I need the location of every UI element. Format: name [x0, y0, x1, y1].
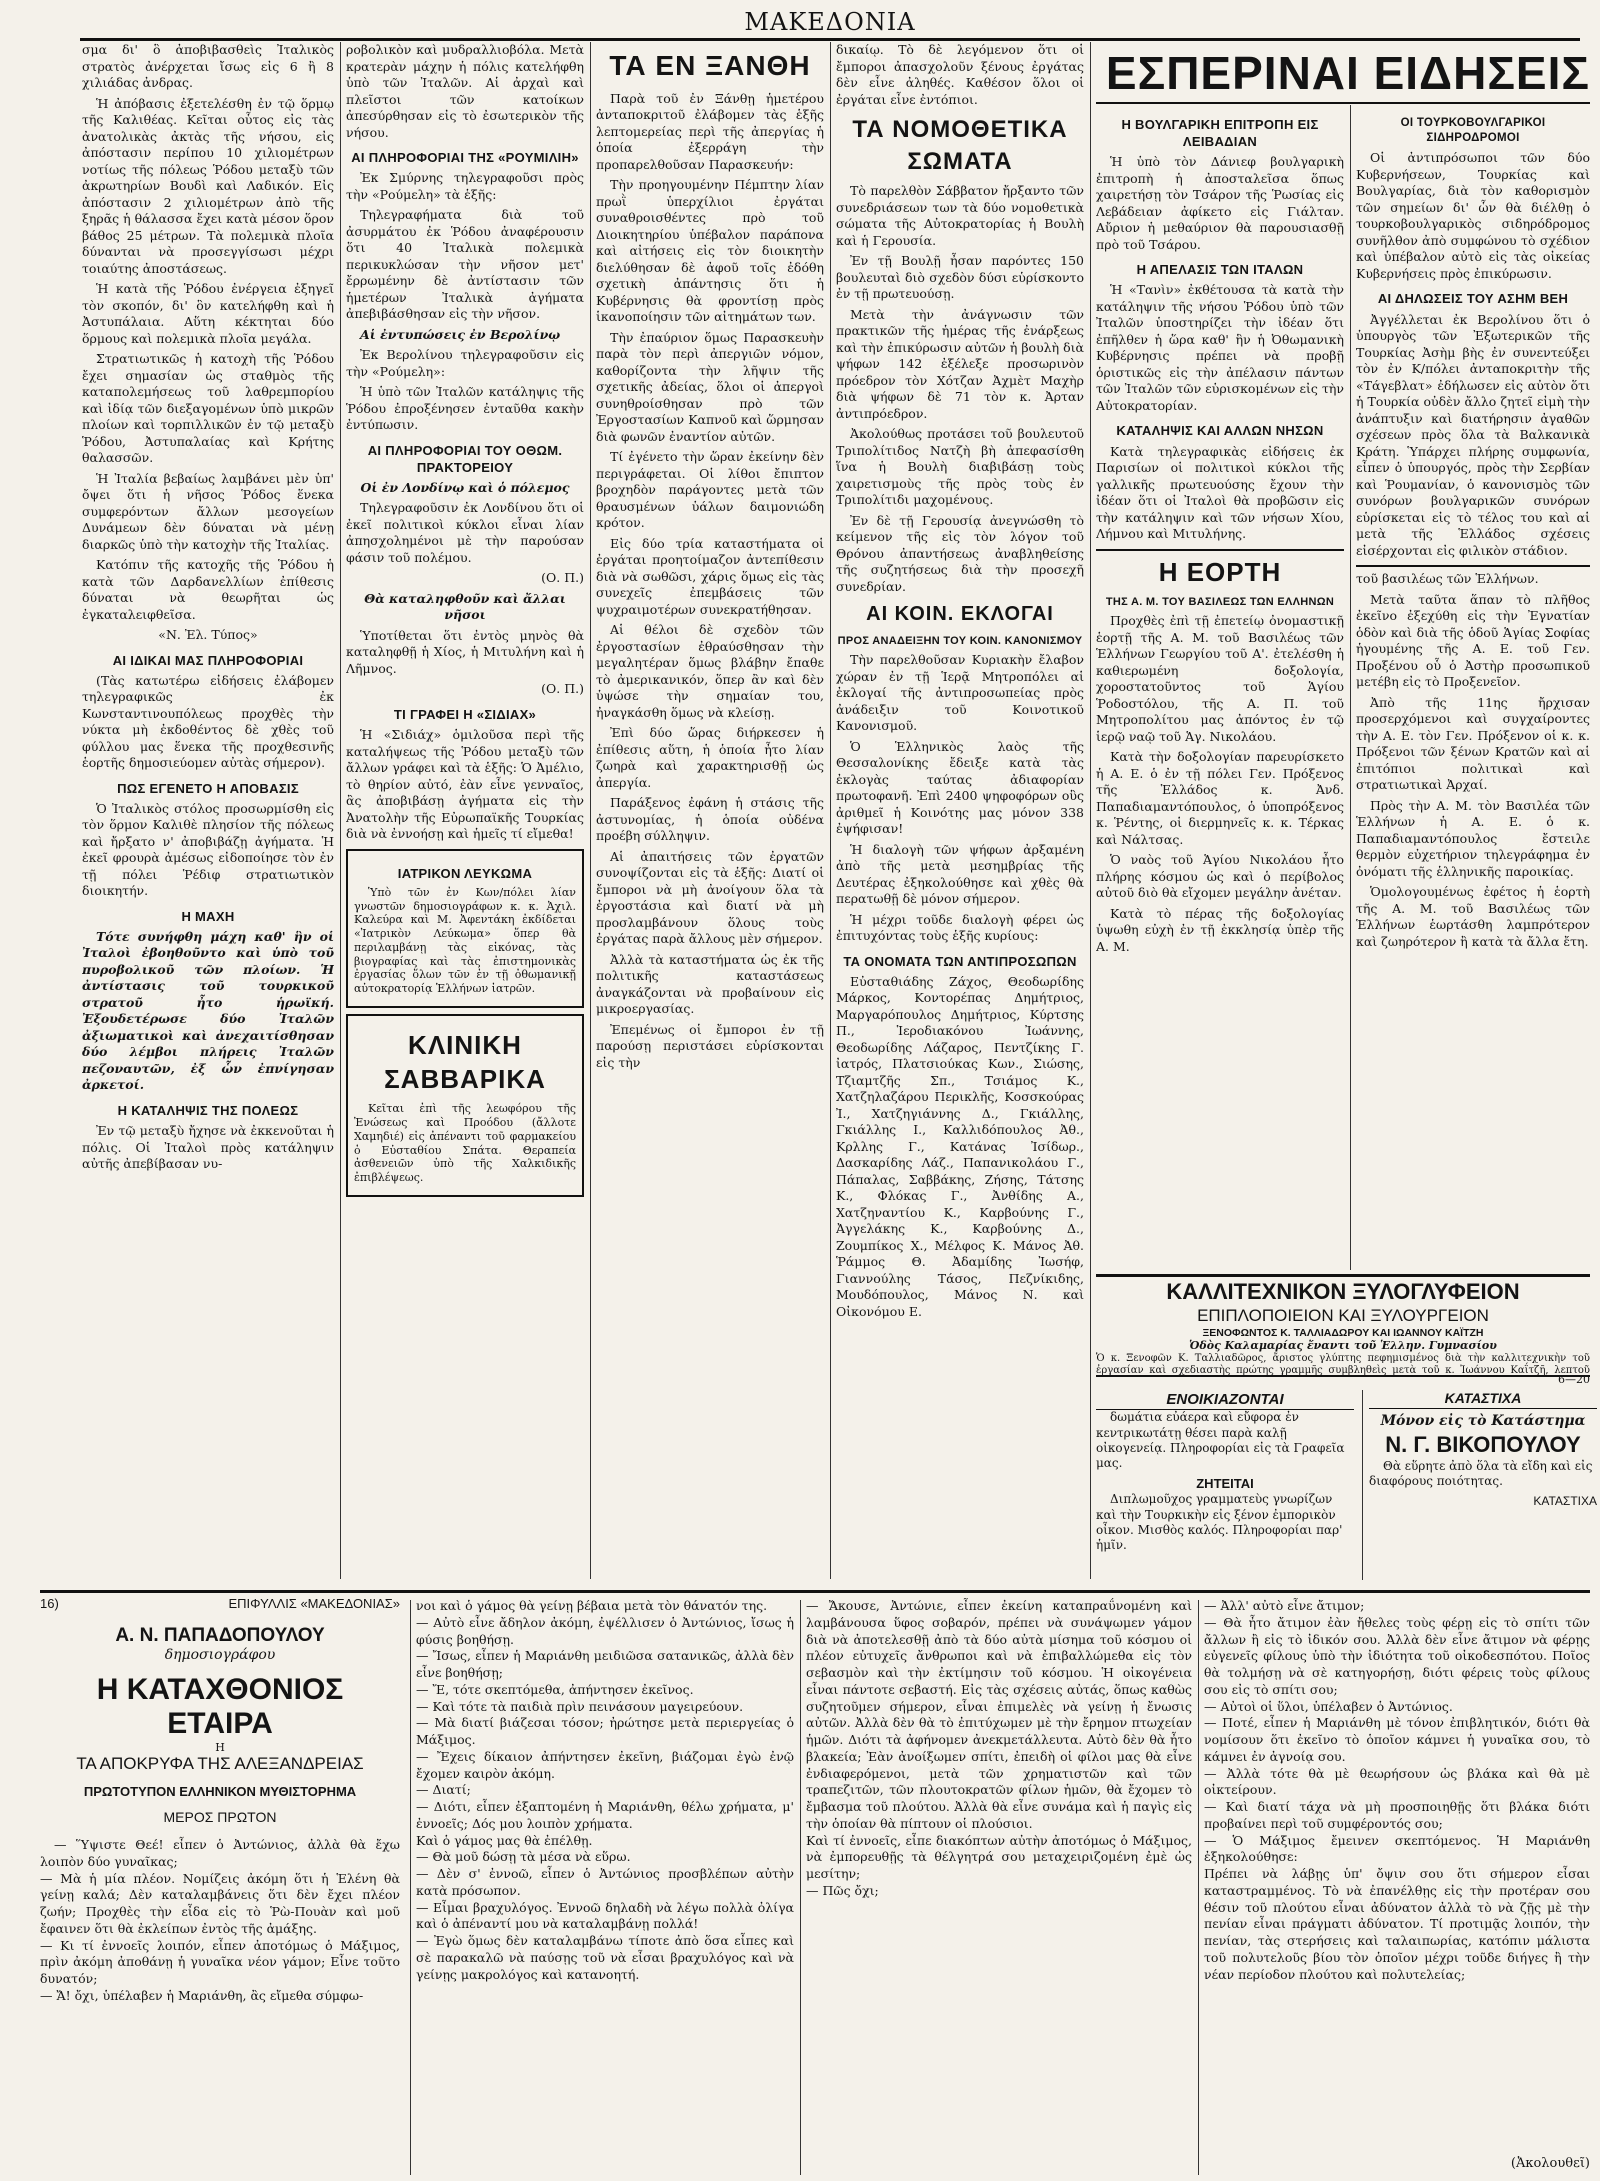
paragraph: Οἱ ἀντιπρόσωποι τῶν δύο Κυβερνήσεων, Τουρκίας καὶ Βουλγαρίας, διὰ τὸν καθορισμὸν τῶν σημείων δι' ὧν θὰ διέλθῃ ὁ τουρκοβουλγαρικὸς σιδηρόδρομος συνῆλθον ἀπὸ συμφώνου τὸ σχέδιον καὶ ὑπέβαλον αὐτὸ εἰς τὰς οἰκείας Κυβερνήσεις πρὸς ἐπικύρωσιν.: [1356, 150, 1590, 281]
paragraph: Τηλεγραφήματα διὰ τοῦ ἀσυρμάτου ἐκ Ῥόδου ἀναφέρουσιν ὅτι 40 Ἰταλικὰ πολεμικὰ περικυκλώσαν τὴν νῆσον μετ' ἔρρωμένην δὲ ἀντίστασιν τῶν ἡμετέρων Ἰταλικὰ ἀγήματα ἀπεβιβάσθησαν εἰς τὴν νῆσον.: [346, 207, 584, 322]
paragraph: Ἡ διαλογὴ τῶν ψήφων ἀρξαμένη ἀπὸ τῆς μετὰ μεσημβρίας τῆς Δευτέρας ἐξηκολούθησε καὶ χθὲς θὰ περατωθῇ δὲ μόνον σήμερον.: [836, 841, 1084, 907]
ad-text: δωμάτια εὐάερα καὶ εὔφορα ἐν κεντρικωτάτῃ θέσει παρὰ καλῇ οἰκογενείᾳ. Πληροφορίαι εἰς τὰ Γραφεῖα μας.: [1096, 1410, 1345, 1471]
section-heading: ΑΙ ΔΗΛΩΣΕΙΣ ΤΟΥ ΑΣΗΜ ΒΕΗ: [1377, 291, 1569, 307]
section-heading: ΚΑΤΑΛΗΨΙΣ ΚΑΙ ΑΛΛΩΝ ΝΗΣΩΝ: [1116, 423, 1324, 439]
notice-box: [346, 849, 584, 1008]
paragraph: Ὁμολογουμένως ἐφέτος ἡ ἑορτὴ τῆς Α. Μ. τοῦ Βασιλέως τῶν Ἑλλήνων ἑωρτάσθη λαμπρότερον καὶ ζωηρότερον ἢ κατὰ τὰ ἄλλα ἔτη.: [1356, 884, 1590, 949]
section-heading: Η ΑΠΕΛΑΣΙΣ ΤΩΝ ΙΤΑΛΩΝ: [1136, 262, 1304, 278]
paragraph: Ὁ ναὸς τοῦ Ἁγίου Νικολάου ἦτο πλήρης κόσμου ὡς καὶ ὁ περίβολος αὐτοῦ διὸ θὰ εἴχομεν μεγάλην ἀνέταν.: [1096, 852, 1344, 901]
section-heading: ΑΙ ΙΔΙΚΑΙ ΜΑΣ ΠΛΗΡΟΦΟΡΙΑΙ: [112, 652, 304, 668]
ad-title: ΖΗΤΕΙΤΑΙ: [1196, 1475, 1254, 1491]
feuilleton-header: [40, 1596, 400, 1611]
paragraph: δικαίῳ. Τὸ δὲ λεγόμενον ὅτι οἱ ἔμποροι ἀπασχολοῦν ξένους ἐργάτας δὲν εἶνε ἀληθές. Καθέσον ὅλοι οἱ ἐργάται εἶνε ἐντόπιοι.: [836, 42, 1084, 107]
ad-subtitle: ΕΠΙΠΛΟΠΟΙΕΙΟΝ ΚΑΙ ΞΥΛΟΥΡΓΕΙΟΝ: [1197, 1305, 1489, 1325]
paragraph: Ἡ ὑπὸ τῶν Ἰταλῶν κατάληψις τῆς Ῥόδου ἐπροξένησεν ἐνταῦθα κακὴν ἐντύπωσιν.: [346, 384, 584, 433]
section-heading: ΟΙ ΤΟΥΡΚΟΒΟΥΛΓΑΡΙΚΟΙ ΣΙΔΗΡΟΔΡΟΜΟΙ: [1400, 117, 1546, 145]
ad-title: ΚΑΤΑΣΤΙΧΑ: [1369, 1390, 1597, 1409]
paragraph: Κατόπιν τῆς κατοχῆς τῆς Ῥόδου ἡ κατὰ τῶν Δαρδανελλίων ἐπίθεσις δύναται νὰ θεωρῆται ὡς ἐγκαταλειφθεῖσα.: [82, 557, 334, 622]
paragraph: Ἐκ Σμύρνης τηλεγραφοῦσι πρὸς τὴν «Ρούμελη» τὰ ἑξῆς:: [346, 170, 584, 202]
paragraph: Τὴν προηγουμένην Πέμπτην λίαν πρωῒ ὑπερχίλιοι ἐργάται συναθροισθέντες πρὸ τοῦ Διοικητηρίου ὑπέβαλον παράπονα καὶ αἰτήσεις εἰς τὸν διοικητὴν διελύθησαν δὲ ἀφοῦ τοῖς ἐδόθη σχετικὴ ἀπάντησις ὅτι ἡ Κυβέρνησις θὰ φροντίσῃ πρὸς ἱκανοποίησιν τῶν αἰτημάτων των.: [596, 177, 824, 325]
feuilleton-author-role: δημοσιογράφου: [164, 1647, 276, 1663]
paragraph: Κατὰ τηλεγραφικὰς εἰδήσεις ἐκ Παρισίων οἱ πολιτικοὶ κύκλοι τῆς γαλλικῆς πρωτευούσης ἔχουν τὴν ἰδέαν ὅτι οἱ Ἰταλοὶ θὰ προβῶσιν εἰς τὴν κατάληψιν καὶ τῶν νήσων Χίου, Λήμνου καὶ Μιτυλήνης.: [1096, 443, 1344, 542]
clinic-text: Κεῖται ἐπὶ τῆς λεωφόρου τῆς Ἐνώσεως καὶ Προόδου (ἄλλοτε Χαμηδιέ) εἰς ἀπέναντι τοῦ φαρμακείου ὁ Εὐσταθίου Σπάτα. Θεραπεία ἀσθενειῶν ὑπὸ τῆς Χαλκιδικῆς ἐπιβλέψεως.: [354, 1102, 576, 1185]
column-rule: [410, 1600, 411, 2175]
column-rule: [340, 42, 341, 1579]
ad-line: Μόνον εἰς τὸ Κατάστημα: [1380, 1412, 1586, 1429]
paragraph: Κατὰ τὴν δοξολογίαν παρευρίσκετο ἡ Α. Ε. ὁ ἐν τῇ πόλει Γεν. Πρόξενος τῆς Ἑλλάδος κ. Ἀνδ. Παπαδιαμαντόπουλος, ὁ ὑποπρόξενος κ. Ῥέντης, οἱ διερμηνεῖς κ. κ. Τέρκας καὶ Νάλτσας.: [1096, 749, 1344, 847]
source-signature: (Ο. Π.): [541, 681, 584, 697]
section-heading: Η ΚΑΤΑΛΗΨΙΣ ΤΗΣ ΠΟΛΕΩΣ: [117, 1102, 299, 1118]
paragraph: Ὁ Ἑλληνικὸς λαὸς τῆς Θεσσαλονίκης ἔδειξε κατὰ τὰς ἐκλογὰς ταύτας ἀδιαφορίαν πρωτοφανῆ. Ἐπὶ 2400 ψηφοφόρων οὓς ἀριθμεῖ ἡ Κοινότης μας μόνον 338 ἐψήφισαν!: [836, 738, 1084, 837]
article-title: ΤΑ ΕΝ ΞΑΝΘΗ: [609, 50, 811, 81]
source-signature: «Ν. Ἐλ. Τύπος»: [158, 627, 258, 642]
section-heading: ΑΙ ΠΛΗΡΟΦΟΡΙΑΙ ΤΗΣ «ΡΟΥΜΙΛΙΗ»: [351, 150, 579, 165]
evening-news-banner: [1096, 46, 1590, 104]
article-title: Η ΕΟΡΤΗ: [1096, 549, 1344, 589]
feuilleton-label: ΕΠΙΦΥΛΛΙΣ «ΜΑΚΕΔΟΝΙΑΣ»: [228, 1596, 400, 1611]
paragraph: (Τὰς κατωτέρω εἰδήσεις ἐλάβομεν τηλεγραφικῶς ἐκ Κωνσταντινουπόλεως προχθὲς τὴν νύκτα μὴ ἐκδοθέντος δὲ χθὲς τοῦ φύλλου μας ἕνεκα τῆς προχθεσινῆς ἑορτῆς δημοσιεύομεν αὐτὰς σήμερον).: [82, 672, 334, 771]
paragraph: Ἐν τῷ μεταξὺ ἤχησε νὰ ἐκκενοῦται ἡ πόλις. Οἱ Ἰταλοὶ πρὸς κατάληψιν αὐτῆς ἀπεβίβασαν νυ-: [82, 1123, 334, 1172]
paragraph: Τὴν ἐπαύριον ὅμως Παρασκευὴν παρὰ τὸν περὶ ἀπεργιῶν νόμον, καθορίζοντα τὴν λῆψιν τῆς σχετικῆς ἀδείας, ὅλοι οἱ ἀπεργοὶ συνηθροίσθησαν πρὸ τῶν Ἐργοστασίων Καπνοῦ καὶ ὥρμησαν διὰ φωνῶν ἐναντίον αὐτῶν.: [596, 329, 824, 444]
article-title: ΤΑ ΝΟΜΟΘΕΤΙΚΑ ΣΩΜΑΤΑ: [852, 116, 1068, 175]
feuilleton-text: νοι καὶ ὁ γάμος θὰ γείνῃ βέβαια μετὰ τὸν θάνατόν της. — Αὐτὸ εἶνε ἄδηλον ἀκόμη, ἐψέλλισεν ὁ Ἀντώνιος, ἴσως ἡ φύσις βοηθήσῃ. — Ἴσως, εἶπεν ἡ Μαριάνθη μειδιῶσα σατανικῶς, ἀλλὰ δὲν εἶνε βοηθήσῃ; — Ἔ, τότε σκεπτόμεθα, ἀπήντησεν ἐκεῖνος. — Καὶ τότε τὰ παιδιὰ πρὶν πεινάσουν μαγειρεύουν. — Μὰ διατί βιάζεσαι τόσον; ἠρώτησε μετὰ περιεργείας ὁ Μάξιμος. — Ἔχεις δίκαιον ἀπήντησεν ἐκεῖνη, βιάζομαι ἐγὼ ἐνῷ ἔχομεν καιρὸν ἀκόμη. — Διατί; — Διότι, εἶπεν ἐξαπτομένη ἡ Μαριάνθη, θέλω χρήματα, μ' ἐννοεῖς; Δός μου λοιπὸν χρήματα. Καὶ ὁ γάμος μας θὰ ἐπέλθῃ. — Θὰ μοῦ δώσῃ τὰ μέσα νὰ εὕρω. — Δὲν σ' ἐννοῶ, εἶπεν ὁ Ἀντώνιος προσβλέπων αὐτὴν κατὰ πρόσωπον. — Εἶμαι βραχυλόγος. Ἐννοῶ δηλαδὴ νὰ λέγω πολλὰ ὀλίγα καὶ ὁ ἀπέναντί μου νὰ καταλαμβάνῃ πολλά! — Ἐγὼ ὅμως δὲν καταλαμβάνω τίποτε ἀπὸ ὅσα εἶπες καὶ σὲ παρακαλῶ νὰ παύσῃς τοῦ νὰ εἶσαι βραχυλόγος καὶ νὰ γείνῃς μακρολόγος καὶ κατανοητή.: [416, 1598, 794, 1982]
paragraph: Ἡ ὑπὸ τὸν Δάνιεφ βουλγαρικὴ ἐπιτροπὴ ἡ ἀποσταλεῖσα ὅπως χαιρετήσῃ τὸν Τσάρον τῆς Ῥωσίας εἰς Λεβάδειαν ἀφίκετο εἰς Γιάλταν. Αὔριον ἡ μεθαύριον θὰ παρουσιασθῇ πρὸ τοῦ Τσάρου.: [1096, 154, 1344, 252]
subheading: Αἱ ἐντυπώσεις ἐν Βερολίνῳ: [360, 326, 561, 342]
column-rule: [590, 42, 591, 1579]
paragraph: Ἡ Ἰταλία βεβαίως λαμβάνει μὲν ὑπ' ὄψει ὅτι ἡ νῆσος Ῥόδος ἕνεκα συμφερόντων ἄλλων μεσογείων Δυνάμεων δὲν δύναται νὰ μένῃ διαρκῶς ὑπὸ τὴν κατοχὴν τῆς Ἰταλίας.: [82, 470, 334, 552]
paragraph: Τὴν παρελθοῦσαν Κυριακὴν ἔλαβον χώραν ἐν τῇ Ἱερᾷ Μητροπόλει αἱ ἐκλογαί τῆς ἀντιπροσωπείας πρὸς ἀνάδειξιν τοῦ Κοινοτικοῦ Κανονισμοῦ.: [836, 652, 1084, 734]
feuilleton-title: Η ΚΑΤΑΧΘΟΝΙΟΣ ΕΤΑΙΡΑ: [96, 1673, 344, 1740]
paragraph: σμα δι' ὃ ἀποβιβασθεὶς Ἰταλικὸς στρατὸς ἀνέρχεται ἴσως εἰς 6 ἢ 8 χιλιάδας ἀνδρας.: [82, 42, 334, 90]
paragraph: Παράξενος ἐφάνη ἡ στάσις τῆς ἀστυνομίας, ἡ ὁποία οὐδένα προέβη σύλληψιν.: [596, 795, 824, 844]
feuilleton-text: — Ἀλλ' αὐτὸ εἶνε ἄτιμον; — Θὰ ἦτο ἄτιμον ἐὰν ἤθελες τοὺς φέρῃ εἰς τὸ σπίτι τῶν ἄλλων ἢ εἰς τὸ ἰδικόν σου. Ἀλλὰ δὲν εἶνε ἄτιμον νὰ φέρῃς εὐγενεῖς φίλους ὑπὸ τὴν ἰδιότητα τοῦ οἰκοδεσπότου. Ποῖος θὰ τολμήσῃ νὰ σὲ κατηγορήσῃ, διότι φέρεις τοὺς φίλους σου εἰς τὸ σπίτι σου; — Αὐτοὶ οἱ ὕλοι, ὑπέλαβεν ὁ Ἀντώνιος. — Ποτέ, εἶπεν ἡ Μαριάνθη μὲ τόνον ἐπιβλητικόν, διότι θὰ νομίσουν ὅτι ἐκεῖνο τὸ ὁποῖον κάμνει ἡ γυναῖκα σου, τὸ κάμνει ἐν ἀγνοίᾳ σου. — Ἀλλὰ τότε θὰ μὲ θεωρήσουν ὡς βλάκα καὶ θὰ μὲ οἰκτείρουν. — Καὶ διατί τάχα νὰ μὴ προσποιηθῇς ὅτι βλάκα διότι προβαίνει περὶ τοῦ συμφέροντός σου; — Ὁ Μάξιμος ἔμεινεν σκεπτόμενος. Ἡ Μαριάνθη ἐξηκολούθησε: Πρέπει νὰ λάβῃς ὑπ' ὄψιν σου ὅτι σήμερον εἶσαι καταστραμμένος. Τὸ νὰ ἐπανέλθῃς εἰς τὴν προτέραν σου θέσιν τοῦ πλούτου εἶναι ἀδύνατον ἀλλὰ τὸ νὰ ζῇς μὲ τὴν πενίαν εἶναι πράγματι ἀδύνατον. Τί προτιμᾷς λοιπόν, τὴν πενίαν, τὰς στερήσεις καὶ ταλαιπωρίας, κατόπιν μάλιστα τοῦ πολυτελοῦς βίου τὸν ὁποῖον μέχρι τοῦδε διήγες ἢ τὴν νέαν περίοδον πλούτου καὶ πολυτελείας;: [1204, 1598, 1590, 1982]
paragraph: Ἡ κατὰ τῆς Ῥόδου ἐνέργεια ἐξηγεῖ τὸν σκοπόν, δι' ὃν κατελήφθη καὶ ἡ Ἀστυπάλαια. Αὕτη κέκτηται δύο ὅρμους καὶ πολεμικὰ πλοῖα μεγάλα.: [82, 281, 334, 346]
ad-text: Θὰ εὕρητε ἀπὸ ὅλα τὰ εἴδη καὶ εἰς διαφόρους ποιότητας.: [1369, 1458, 1593, 1489]
source-signature: (Ο. Π.): [541, 570, 584, 586]
ad-text: Ὁ κ. Ξενοφῶν Κ. Ταλλιαδῶρος, ἄριστος γλύπτης πεφημισμένος διὰ τὴν καλλιτεχνικὴν τοῦ ἐργασίαν καὶ σχεδιαστὴς πρώτης γραμμῆς συμβληθεὶς μετὰ τοῦ κ. Ἰωάννου Καΐτζῆ, λεπτοῦ: [1096, 1352, 1590, 1376]
paragraph: Ἀπὸ τῆς 11ης ἤρχισαν προσερχόμενοι καὶ συγχαίροντες τὴν Α. Ε. τὸν Γεν. Πρόξενον οἱ κ. κ. Πρόξενοι τῶν ξένων Κρατῶν καὶ αἱ ἐπιτόπιοι πολιτικαὶ καὶ στρατιωτικαὶ Ἀρχαί.: [1356, 694, 1590, 792]
paragraph: Ἡ «Τανὶν» ἐκθέτουσα τὰ κατὰ τὴν κατάληψιν τῆς νήσου Ῥόδου ὑπὸ τῶν Ἰταλῶν ὑποστηρίζει τὴν ἰδέαν ὅτι ἐπῆλθεν ἡ ὥρα καθ' ἣν ἡ Ὀθωμανικὴ Κυβέρνησις πρέπει νὰ προβῇ ὁριστικῶς εἰς τὴν ἀπέλασιν πάντων τῶν Ἰταλῶν τῶν εὑρισκομένων εἰς τὴν Αὐτοκρατορίαν.: [1096, 282, 1344, 413]
paragraph: Τί ἐγένετο τὴν ὥραν ἐκείνην δὲν περιγράφεται. Οἱ λίθοι ἔπιπτον βροχηδὸν παράγοντες μετὰ τῶν θραυσμένων ὑάλων δαιμονιώδη κρότον.: [596, 449, 824, 531]
column-rule: [1090, 42, 1091, 1579]
column-2: [346, 42, 584, 1579]
section-heading: ΤΙ ΓΡΑΦΕΙ Η «ΣΙΔΙΑΧ»: [393, 706, 537, 722]
evening-news-right: [1356, 108, 1590, 1268]
feuilleton-text: — Ὕψιστε Θεέ! εἶπεν ὁ Ἀντώνιος, ἀλλὰ θὰ ἔχω λοιπὸν δύο γυναῖκας; — Μὰ ἡ μία πλέον. Νομίζεις ἀκόμη ὅτι ἡ Ἑλένη θὰ γείνῃ καλά; Δὲν καταλαμβάνεις ὅτι δὲν ἔχει πλέον ζωήν; Προχθὲς τὴν εἶδα εἰς τὸ Ῥὼ-Πουὰν καὶ μοῦ ἔφαινεν ὅτι θὰ ἐκλείπων ἐντὸς τῆς ἀμάξης. — Κι τί ἐννοεῖς λοιπόν, εἶπεν ἀποτόμως ὁ Μάξιμος, πρὶν ἀκόμη ἀποθάνῃ ἡ γυναῖκα νέον γάμον; Εἶνε τοῦτο δυνατόν; — Ἄ! ὄχι, ὑπέλαβεν ἡ Μαριάνθη, ἂς εἴμεθα σύμφω-: [40, 1837, 400, 2003]
woodwork-ad: [1096, 1274, 1590, 1377]
article-subtitle: ΠΡΟΣ ΑΝΑΔΕΙΞΗΝ ΤΟΥ ΚΟΙΝ. ΚΑΝΟΝΙΣΜΟΥ: [837, 634, 1083, 647]
column-rule: [800, 1600, 801, 2175]
column-rule: [1198, 1600, 1199, 2175]
paragraph: Εἰς δύο τρία καταστήματα οἱ ἐργάται προητοίμαζον ἀντεπίθεσιν διὰ νὰ σωθῶσι, χάρις ὅμως εἰς τὰς συνεχεῖς ἐπεμβάσεις τῶν ψυχραιμοτέρων συνεκρατήθησαν.: [596, 535, 824, 617]
paragraph: Αἱ θέλοι δὲ σχεδὸν τῶν ἐργοστασίων ἐθραύσθησαν τὴν μεγαλητέραν ὅμως βλάβην ἔπαθε τὸ ἀμερικανικόν, ὅπερ ἂν καὶ δὲν ὑψώσε τὴν σημαίαν του, ἠναγκάσθη ὅμως νὰ κλείσῃ.: [596, 622, 824, 720]
evening-news-title: ΕΣΠΕΡΙΝΑΙ ΕΙΔΗΣΕΙΣ: [1105, 47, 1590, 99]
column-1: [82, 42, 334, 1579]
paragraph: Ἀγγέλλεται ἐκ Βερολίνου ὅτι ὁ ὑπουργὸς τῶν Ἐξωτερικῶν τῆς Τουρκίας Ἀσὴμ βὴς ἐν συνεντεύξει τὸν ἐν Κ/πόλει ἀνταποκριτὴν τῆς «Τάγεβλατ» ἐδήλωσεν εἰς αὐτὸν ὅτι ἡ Τουρκία οὐδὲν ἄλλο ζητεῖ εἰμὴ τὴν ἀνάπτυξιν καὶ διατήρησιν ἀγαθῶν σχέσεων πρὸς ὅλα τὰ Βαλκανικὰ Κράτη. Ὑπάρχει πλήρης συμφωνία, εἶπεν ὁ ὑπουργός, πρὸς τὴν Σερβίαν καὶ Ῥουμανίαν, ὁ κανονισμὸς τῶν συνόρων βουλγαρικῶν συνόρων εὑρίσκεται εἰς τὸ τέλος του καὶ αἱ μετὰ τῆς Ἑλλάδος σχέσεις εἰσέρχονται εἰς φιλικὸν στάδιον.: [1356, 311, 1590, 558]
ad-footer: ΚΑΤΑΣΤΙΧΑ: [1533, 1493, 1597, 1508]
paragraph: Τότε συνήφθη μάχη καθ' ἣν οἱ Ἰταλοὶ ἐβοηθοῦντο καὶ ὑπὸ τοῦ πυροβολικοῦ τῶν πλοίων. Ἡ ἀντίστασις τοῦ τουρκικοῦ στρατοῦ ἦτο ἡρωϊκή. Ἐξουδετέρωσε δύο Ἰταλῶν ἀξιωματικοὶ καὶ ἀνεχαιτίσθησαν δύο λέμβοι πλήρεις Ἰταλῶν πεζοναυτῶν, ἐξ ὧν ἐπνίγησαν ἀρκετοί.: [82, 928, 334, 1093]
subheading: Οἱ ἐν Λονδίνῳ καὶ ὁ πόλεμος: [360, 479, 570, 495]
paragraph: Μετὰ τὴν ἀνάγνωσιν τῶν πρακτικῶν τῆς ἡμέρας τῆς ἐνάρξεως καὶ τὴν ἐπικύρωσιν αὐτῶν ἡ βουλὴ διὰ ψήφων 142 ἐξέλεξε προσωρινὸν πρόεδρον τὸν Χότζαν Ἀχμὲτ Μαχὴρ διὰ ψήφων δὲ 71 τὸν κ. Ἀρταν ἀντιπρόεδρον.: [836, 306, 1084, 421]
feuilleton-text: — Ἄκουσε, Ἀντώνιε, εἶπεν ἐκείνη καταπραΰνομένη καὶ λαμβάνουσα ὕφος σοβαρόν, πρέπει νὰ συνάψωμεν γάμον διὰ νὰ ἀποτελεσθῇ ἀπὸ τὰ δύο αὐτὰ μίσημα τοῦ κόσμου οἱ πλέον εὐτυχεῖς ἄνθρωποι καὶ νὰ ἐπιβαλλώμεθα εἰς τὸν σεβασμὸν καὶ τὴν ἐκτίμησιν τοῦ κόσμου. Ἡ οἰκογένεια εἶναι πάντοτε σεβαστή. Εἰς τὰς σχέσεις αὐτάς, ὅπως καθὼς συζητοῦμεν σήμερον, εἶναι ἐπιμελὲς νὰ γείνῃ ἡ ἔνωσις αὐτῶν. Ἀλλὰ δὲν θὰ τὸ ἐπιτύχωμεν μὲ τὴν ἔρημον πτωχείαν ἡμῶν. Διότι τὰ ἀφήνομεν ἀνεκμετάλλευτα. Αὐτὸ δὲν θὰ ἦτο βλακεία; Ἐὰν ἀνοίξωμεν σπίτι, ἐπειδὴ οἱ φίλοι μας θὰ εἶνε ἐνδιαφερόμενοι, μετὰ τῶν χρηματιστῶν καὶ τῶν τραπεζιτῶν, τῶν πλουτοκρατῶν φίλων ἡμῶν, θὰ ἔχομεν τὸ ἔμβασμα τοῦ πλούτου. Ἀλλὰ θὰ εἶνε συνάμα καὶ ἡ παγὶς εἰς τὴν ὁποίαν θὰ πίπτουν οἱ πλούσιοι. Καὶ τί ἐννοεῖς, εἶπε διακόπτων αὐτὴν ἀποτόμως ὁ Μάξιμος, νὰ ἐμπορευθῇς τὰ θέλγητρά σου μεταχειριζομένη ἐμὲ ὡς μεσίτην; — Πῶς ὄχι;: [806, 1598, 1192, 1898]
paragraph: Ἀλλὰ τὰ καταστήματα ὡς ἐκ τῆς πολιτικῆς καταστάσεως ἀναγκάζονται νὰ προβαίνουν εἰς μικροεργασίας.: [596, 951, 824, 1017]
feuilleton-genre: ΠΡΩΤΟΤΥΠΟΝ ΕΛΛΗΝΙΚΟΝ ΜΥΘΙΣΤΟΡΗΜΑ: [83, 1784, 357, 1799]
column-3: [596, 42, 824, 1579]
ad-title: ΕΝΟΙΚΙΑΖΟΝΤΑΙ: [1096, 1390, 1354, 1410]
feuilleton-conjunction: Η: [215, 1741, 225, 1754]
paragraph: Κατὰ τὸ πέρας τῆς δοξολογίας ὑψωθη εὐχὴ ἐν τῇ ἐκκλησίᾳ ὑπὲρ τῆς Α. Μ.: [1096, 905, 1344, 954]
masthead: ΜΑΚΕΔΟΝΙΑ: [80, 8, 1580, 41]
paragraph: Ἡ μέχρι τοῦδε διαλογὴ φέρει ὡς ἐπιτυχόντας τοὺς ἑξῆς κυρίους:: [836, 911, 1084, 944]
column-4: [836, 42, 1084, 1579]
section-rule: [40, 1590, 1590, 1593]
notice-text: Ὑπὸ τῶν ἐν Κων/πόλει λίαν γνωστῶν δημοσιογράφων κ. κ. Ἀχιλ. Καλεύρα καὶ Μ. Ἀφεντάκη ἐκδίδεται «Ἰατρικὸν Λεύκωμα» ὅπερ θὰ περιλαμβάνῃ τὰς εἰκόνας, τὰς βιογραφίας καὶ τὰς ἐπιστημονικὰς ἐργασίας ὅλων τῶν ἐν τῇ ὀθωμανικῇ αὐτοκρατορίᾳ Ἑλλήνων ἰατρῶν.: [354, 885, 576, 996]
article-subtitle: ΤΗΣ Α. Μ. ΤΟΥ ΒΑΣΙΛΕΩΣ ΤΩΝ ΕΛΛΗΝΩΝ: [1105, 595, 1335, 608]
feuilleton-number: 16): [40, 1596, 59, 1611]
paragraph: Εὐσταθιάδης Ζάχος, Θεοδωρίδης Μάρκος, Κοντορέπας Δημήτριος, Μαργαρόπουλος Δημήτριος, Κύρτσης Π., Ἱεροδιακόνου Ἰωάννης, Θεοδωρίδης Λάζαρος, Πεντζίκης Γ. ἰατρός, Πλατσιούκας Κων., Σιώσης, Τζιαμτζῆς Σπ., Τσιάμος Κ., Χατζηλαζάρου Περικλῆς, Κοσσκούρας Ἰ., Χατζηγιάννης Δ., Γκιάλλης, Γκιάλλης Ι., Καλλιδόπουλος Ἀθ., Κρλλης Γ., Κατάνας Ἰσίδωρ., Δασκαρίδης Λάζ., Παπανικολάου Γ., Πάπαλας, Σαββάκης, Ζήσης, Τάτσης Κ., Φλόκας Γ., Ἀνθίδης Α., Χατζηναντίου Κ., Καρβούνης Γ., Ἀγγελάκης Κ., Καρβούνης Δ., Ζουμπίκος Χ., Μέλφος Κ. Μάνος Ἀθ. Ῥάμμος Θ. Ἀδαμίδης Ἰωσήφ, Γιαννούλης Τάσος, Πεζνίκιδης, Μουδόπουλος, Μάνος Ν. καὶ Οἰκονόμου Ε.: [836, 973, 1084, 1319]
ad-code: 6—20: [1558, 1373, 1590, 1386]
section-heading: Η ΜΑΧΗ: [181, 908, 235, 924]
section-heading: ΠΩΣ ΕΓΕΝΕΤΟ Η ΑΠΟΒΑΣΙΣ: [117, 780, 299, 796]
paragraph: Στρατιωτικῶς ἡ κατοχὴ τῆς Ῥόδου ἔχει σημασίαν ὡς σταθμὸς τῆς καταπολεμήσεως τοῦ λαθρεμπορίου καὶ ἰδίᾳ τῶν διεξαγομένων ὑπὸ μικρῶν πλοίων καὶ τορπιλλικῶν ἐν τῷ μεταξὺ Ῥόδου, Ἀστυπαλαίας καὶ Κρήτης θαλασσῶν.: [82, 351, 334, 465]
paragraph: Τὸ παρελθὸν Σάββατον ἤρξαντο τῶν συνεδριάσεων των τὰ δύο νομοθετικὰ σώματα τῆς Αὐτοκρατορίας ἡ Βουλὴ καὶ ἡ Γερουσία.: [836, 183, 1084, 248]
evening-news-left: [1096, 108, 1344, 1268]
paragraph: Ἐπεμένως οἱ ἔμποροι ἐν τῇ παρούσῃ περιστάσει εὑρίσκονται εἰς τὴν: [596, 1021, 824, 1070]
feuilleton-part: ΜΕΡΟΣ ΠΡΩΤΟΝ: [163, 1809, 277, 1825]
paragraph: Ἐπὶ δύο ὥρας διήρκεσεν ἡ ἐπίθεσις αὕτη, ἡ ὁποία ἦτο λίαν ζωηρὰ καὶ χαρακτηρισθῇ ὡς ἀπεργία.: [596, 725, 824, 790]
feuilleton-title-block: [40, 1596, 400, 2176]
section-heading: Η ΒΟΥΛΓΑΡΙΚΗ ΕΠΙΤΡΟΠΗ ΕΙΣ ΛΕΙΒΑΔΙΑΝ: [1121, 117, 1319, 150]
paragraph: Ἡ ἀπόβασις ἐξετελέσθη ἐν τῷ ὅρμῳ τῆς Καλιθέας. Κεῖται οὗτος εἰς τὰς ἀνατολικὰς ἀκτὰς τῆς νήσου, εἰς ἀπόστασιν περίπου 10 χιλιομέτρων νοτίως τῆς πόλεως Ῥόδου μεταξὺ τῶν ἀκρωτηρίων Βουδὶ καὶ Λαδικόν. Εἰς ἀπόστασιν 2 χιλιομέτρων ἀπὸ τῆς ξηρᾶς ἡ θάλασσα ἔχει κατὰ μέσον ὅρον βάθος 25 μέτρων. Τὰ πολεμικὰ πλοῖα δύνανται νὰ προσεγγίσωσι μέχρι τοιαύτης ἀποστάσεως.: [82, 95, 334, 276]
clinic-ad: [346, 1014, 584, 1197]
notice-title: ΙΑΤΡΙΚΟΝ ΛΕΥΚΩΜΑ: [397, 865, 533, 881]
feuilleton-author: Α. Ν. ΠΑΠΑΔΟΠΟΥΛΟΥ: [115, 1625, 325, 1646]
paragraph: Ἐν δὲ τῇ Γερουσίᾳ ἀνεγνώσθη τὸ κείμενον τῆς εἰς τὸν λόγον τοῦ Θρόνου ἀπαντήσεως ἀναβληθείσης τῆς συζητήσεως διὰ τὴν προσεχῆ συνεδρίαν.: [836, 512, 1084, 594]
paragraph: Προχθὲς ἐπὶ τῇ ἐπετείῳ ὀνομαστικῇ ἑορτῇ τῆς Α. Μ. τοῦ Βασιλέως τῶν Ἑλλήνων Γεωργίου τοῦ Α'. ἐτελέσθη ἡ καθιερωμένη δοξολογία, χοροστατοῦντος τοῦ Ἁγίου Ῥοδοστόλου, τῆς Α. Π. τοῦ Μητροπολίτου μας ἀπόντος ἐν τῷ ἱερῷ ναῷ τοῦ Ἁγ. Νικολάου.: [1096, 613, 1344, 744]
rent-ad: [1096, 1390, 1354, 1580]
ad-title: ΚΑΛΛΙΤΕΧΝΙΚΟΝ ΞΥΛΟΓΛΥΦΕΙΟΝ: [1166, 1279, 1520, 1304]
paragraph: Τηλεγραφοῦσιν ἐκ Λονδίνου ὅτι οἱ ἐκεῖ πολιτικοὶ κύκλοι εἶναι λίαν ἀπησχολημένοι μὲ τὴν παρούσαν φάσιν τοῦ πολέμου.: [346, 500, 584, 565]
paragraph: Ἐν τῇ Βουλῇ ἦσαν παρόντες 150 βουλευταὶ διὸ σχεδὸν δύσι εὑρίσκοντο ἐν τῇ πρωτευούσῃ.: [836, 253, 1084, 302]
ad-text: Διπλωμοῦχος γραμματεὺς γνωρίζων καὶ τὴν Τουρκικὴν εἰς ξένον ἐμπορικὸν οἶκον. Μισθὸς καλός. Πληροφορίαι παρ' ἡμῖν.: [1096, 1492, 1343, 1553]
paragraph: Αἱ ἀπαιτήσεις τῶν ἐργατῶν συνοψίζονται εἰς τὰ ἑξῆς: Διατί οἱ ἔμποροι νὰ μὴ ἀνοίγουν ὅλα τὰ ἐργοστάσια καὶ διατί νὰ μὴ προσλαμβάνουν ὅλους τοὺς ἐργάτας παρὰ ἄλλους μὲν σήμερον.: [596, 848, 824, 947]
ad-address: Ὁδὸς Καλαμαρίας ἔναντι τοῦ Ἑλλην. Γυμνασίου: [1189, 1339, 1497, 1353]
paragraph: Ὁ Ἰταλικὸς στόλος προσωρμίσθη εἰς τὸν ὅρμον Καλιθὲ πλησίον τῆς πόλεως καὶ ἤρξατο ν' ἀποβιβάζῃ ἀγήματα. Ἡ ἐκεῖ φρουρὰ ἀμέσως εἰδοποίησε τὸν ἐν τῇ πόλει Ῥέδιφ στρατιωτικὸν διοικητήν.: [82, 800, 334, 899]
ad-owners: ΞΕΝΟΦΩΝΤΟΣ Κ. ΤΑΛΛΙΑΔΩΡΟΥ ΚΑΙ ΙΩΑΝΝΟΥ ΚΑΪΤΖΗ: [1202, 1326, 1484, 1339]
paragraph: τοῦ βασιλέως τῶν Ἑλλήνων.: [1356, 571, 1539, 586]
paragraph: Ἐκ Βερολίνου τηλεγραφοῦσιν εἰς τὴν «Ρούμελη»:: [346, 347, 584, 379]
section-heading: ΤΑ ΟΝΟΜΑΤΑ ΤΩΝ ΑΝΤΙΠΡΟΣΩΠΩΝ: [843, 953, 1077, 969]
article-title: ΑΙ ΚΟΙΝ. ΕΚΛΟΓΑΙ: [866, 603, 1054, 626]
paragraph: Ὑποτίθεται ὅτι ἐντὸς μηνὸς θὰ καταληφθῇ ἡ Χίος, ἡ Μιτυλήνη καὶ ἡ Λῆμνος.: [346, 627, 584, 676]
paragraph: Πρὸς τὴν Α. Μ. τὸν Βασιλέα τῶν Ἑλλήνων ἡ Α. Ε. ὁ κ. Παπαδιαμαντόπουλος ἔστειλε θερμὸν εὐχετήριον τηλεγράφημα ἐν ὀνόματι τῆς ἑλληνικῆς παροικίας.: [1356, 797, 1590, 879]
feuilleton-subtitle: ΤΑ ΑΠΟΚΡΥΦΑ ΤΗΣ ΑΛΕΞΑΝΔΡΕΙΑΣ: [76, 1754, 364, 1773]
paragraph: Ἡ «Σιδιάχ» ὁμιλοῦσα περὶ τῆς καταλήψεως τῆς Ῥόδου μεταξὺ τῶν ἄλλων γράφει καὶ τὰ ἑξῆς: Ὁ Ἀμέλιο, τὸ θηρίον αὐτό, ἐὰν εἶνε γενναῖος, ἂς ἀποβιβάσῃ ἀγήματα εἰς τὴν Ἀνατολὴν τῆς Εὐρωπαϊκῆς Τουρκίας διὰ νὰ ἐννοήσῃ καὶ ἡμεῖς τί εἴμεθα!: [346, 727, 584, 842]
section-heading: ΑΙ ΠΛΗΡΟΦΟΡΙΑΙ ΤΟΥ ΟΘΩΜ. ΠΡΑΚΤΟΡΕΙΟΥ: [367, 442, 563, 475]
ad-shop-name: Ν. Γ. ΒΙΚΟΠΟΥΛΟΥ: [1385, 1431, 1581, 1457]
column-rule: [1350, 105, 1351, 1270]
paragraph: Ἀκολούθως προτάσει τοῦ βουλευτοῦ Τριπολίτιδος Νατζὴ βὴ ἀπεφασίσθη ἵνα ἡ Βουλὴ διαβιβάσῃ τοὺς χαιρετισμοὺς τῆς πρὸς τοὺς ἐν Τριπολίτιδι μαχομένους.: [836, 426, 1084, 508]
subheading: Θὰ καταληφθοῦν καὶ ἄλλαι νῆσοι: [364, 590, 566, 623]
clinic-title: ΚΛΙΝΙΚΗ ΣΑΒΒΑΡΙΚΑ: [384, 1029, 546, 1095]
paragraph: Παρὰ τοῦ ἐν Ξάνθῃ ἡμετέρου ἀνταποκριτοῦ ἐλάβομεν τὰς ἑξῆς λεπτομερείας περὶ τῆς ἀπεργίας ἡ ὁποία ἐξερράγη τὴν προπαρελθοῦσαν Παρασκευήν:: [596, 90, 824, 172]
paragraph: Μετὰ ταῦτα ἅπαν τὸ πλῆθος ἐκεῖνο ἐξεχύθη εἰς τὴν Ἐγνατίαν ὁδὸν καὶ διὰ τῆς ὁδοῦ Ἁγίας Σοφίας ἡγουμένης τῆς Α. Ε. τοῦ Γεν. Προξένου οὗ ὁ Ἀστὴρ προσωπικοῦ μετέβη εἰς τὸ Προξενεῖον.: [1356, 591, 1590, 689]
paragraph: ροβολικὸν καὶ μυδραλλιοβόλα. Μετὰ κρατερὰν μάχην ἡ πόλις κατελήφθη ὑπὸ τῶν Ἰταλῶν. Αἱ ἀρχαὶ καὶ πλεῖστοι τῶν κατοίκων ἀπεσύρθησαν εἰς τὸ ἐσωτερικὸν τῆς νήσου.: [346, 42, 584, 140]
feuilleton-continued: (Ἀκολουθεῖ): [1510, 2156, 1590, 2171]
column-rule: [830, 42, 831, 1579]
ledger-ad: [1362, 1390, 1597, 1580]
